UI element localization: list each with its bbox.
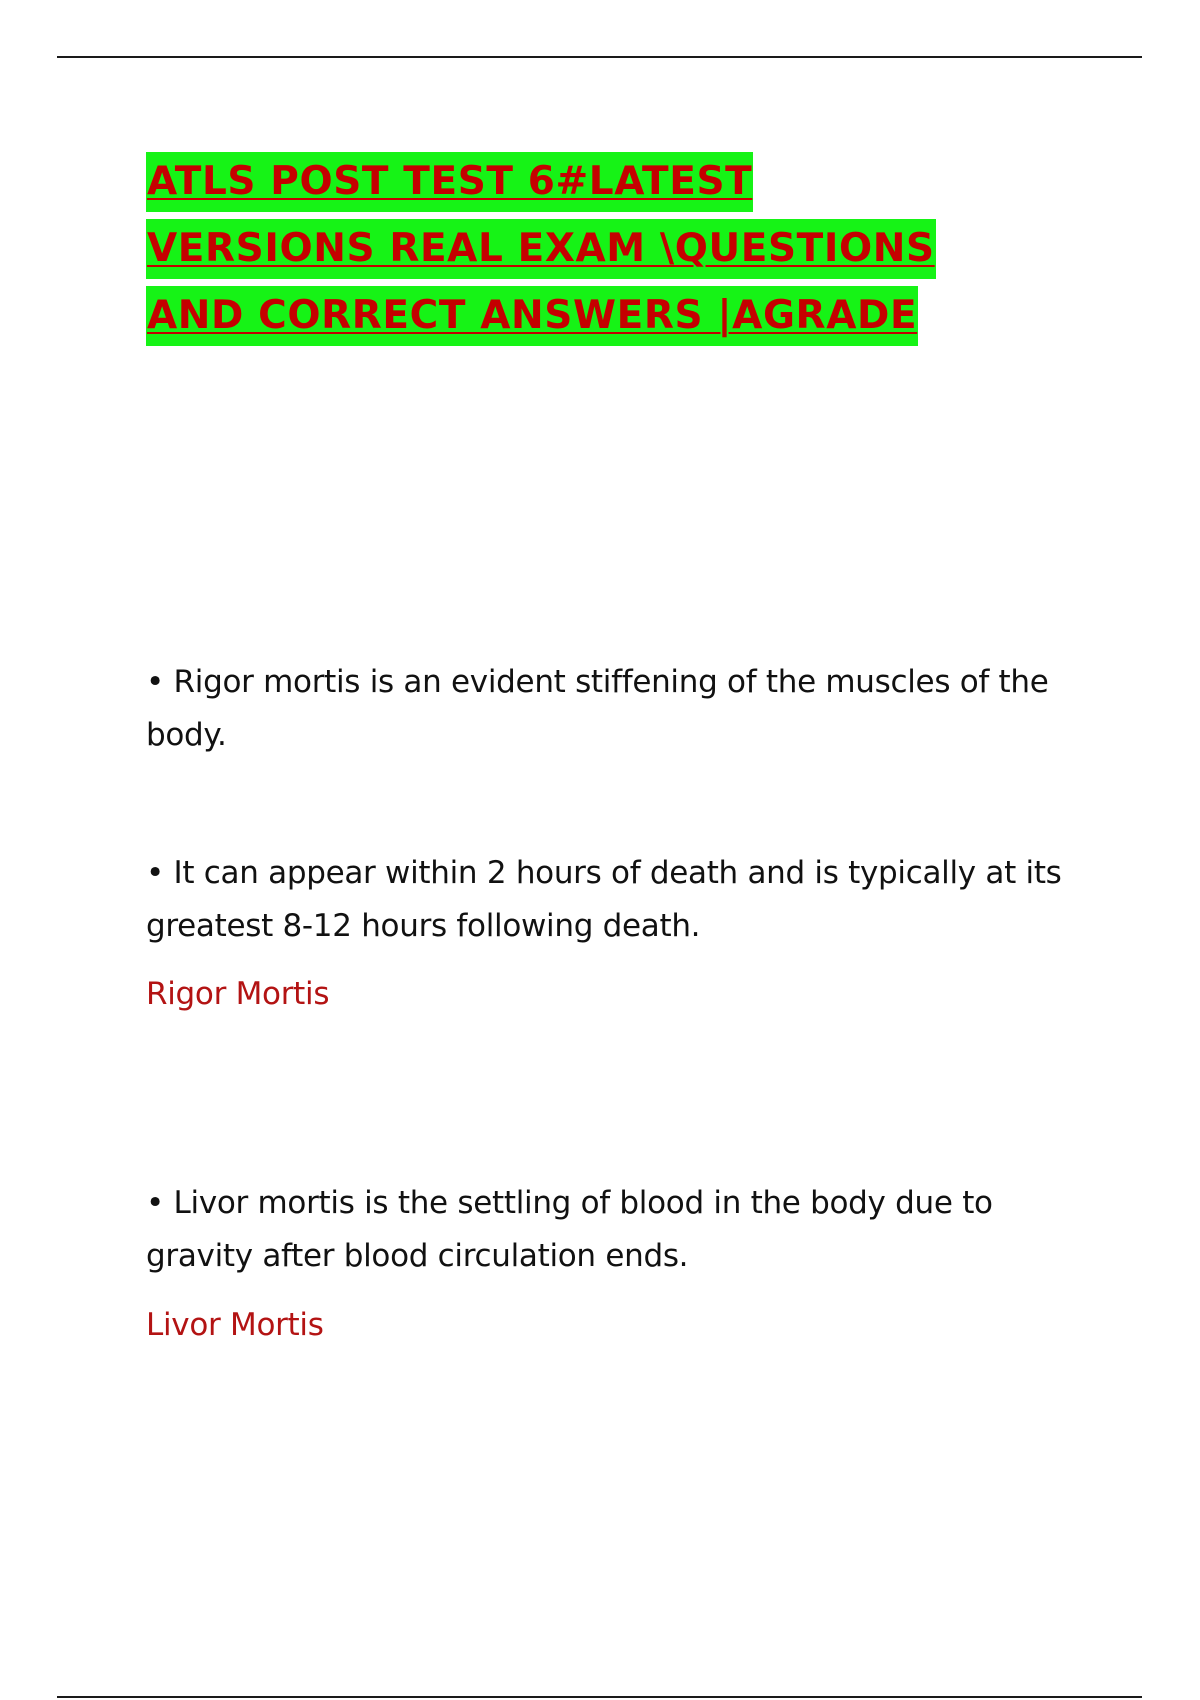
header-rule xyxy=(57,56,1142,58)
document-title xyxy=(146,150,1046,351)
question-text: • It can appear within 2 hours of death and is typically at its greatest 8-12 hours following death. xyxy=(146,855,1062,944)
title-line-3: AND CORRECT ANSWERS |AGRADE xyxy=(146,284,1046,351)
title-line-2: VERSIONS REAL EXAM \QUESTIONS xyxy=(146,217,1046,284)
title-line-1: ATLS POST TEST 6#LATEST xyxy=(146,150,1046,217)
answer-text: Livor Mortis xyxy=(146,1307,324,1343)
question-text: • Rigor mortis is an evident stiffening of the muscles of the body. xyxy=(146,664,1049,753)
answer-text: Rigor Mortis xyxy=(146,976,330,1012)
question-text: • Livor mortis is the settling of blood in the body due to gravity after blood circulation ends. xyxy=(146,1185,993,1274)
footer-rule xyxy=(57,1696,1142,1698)
